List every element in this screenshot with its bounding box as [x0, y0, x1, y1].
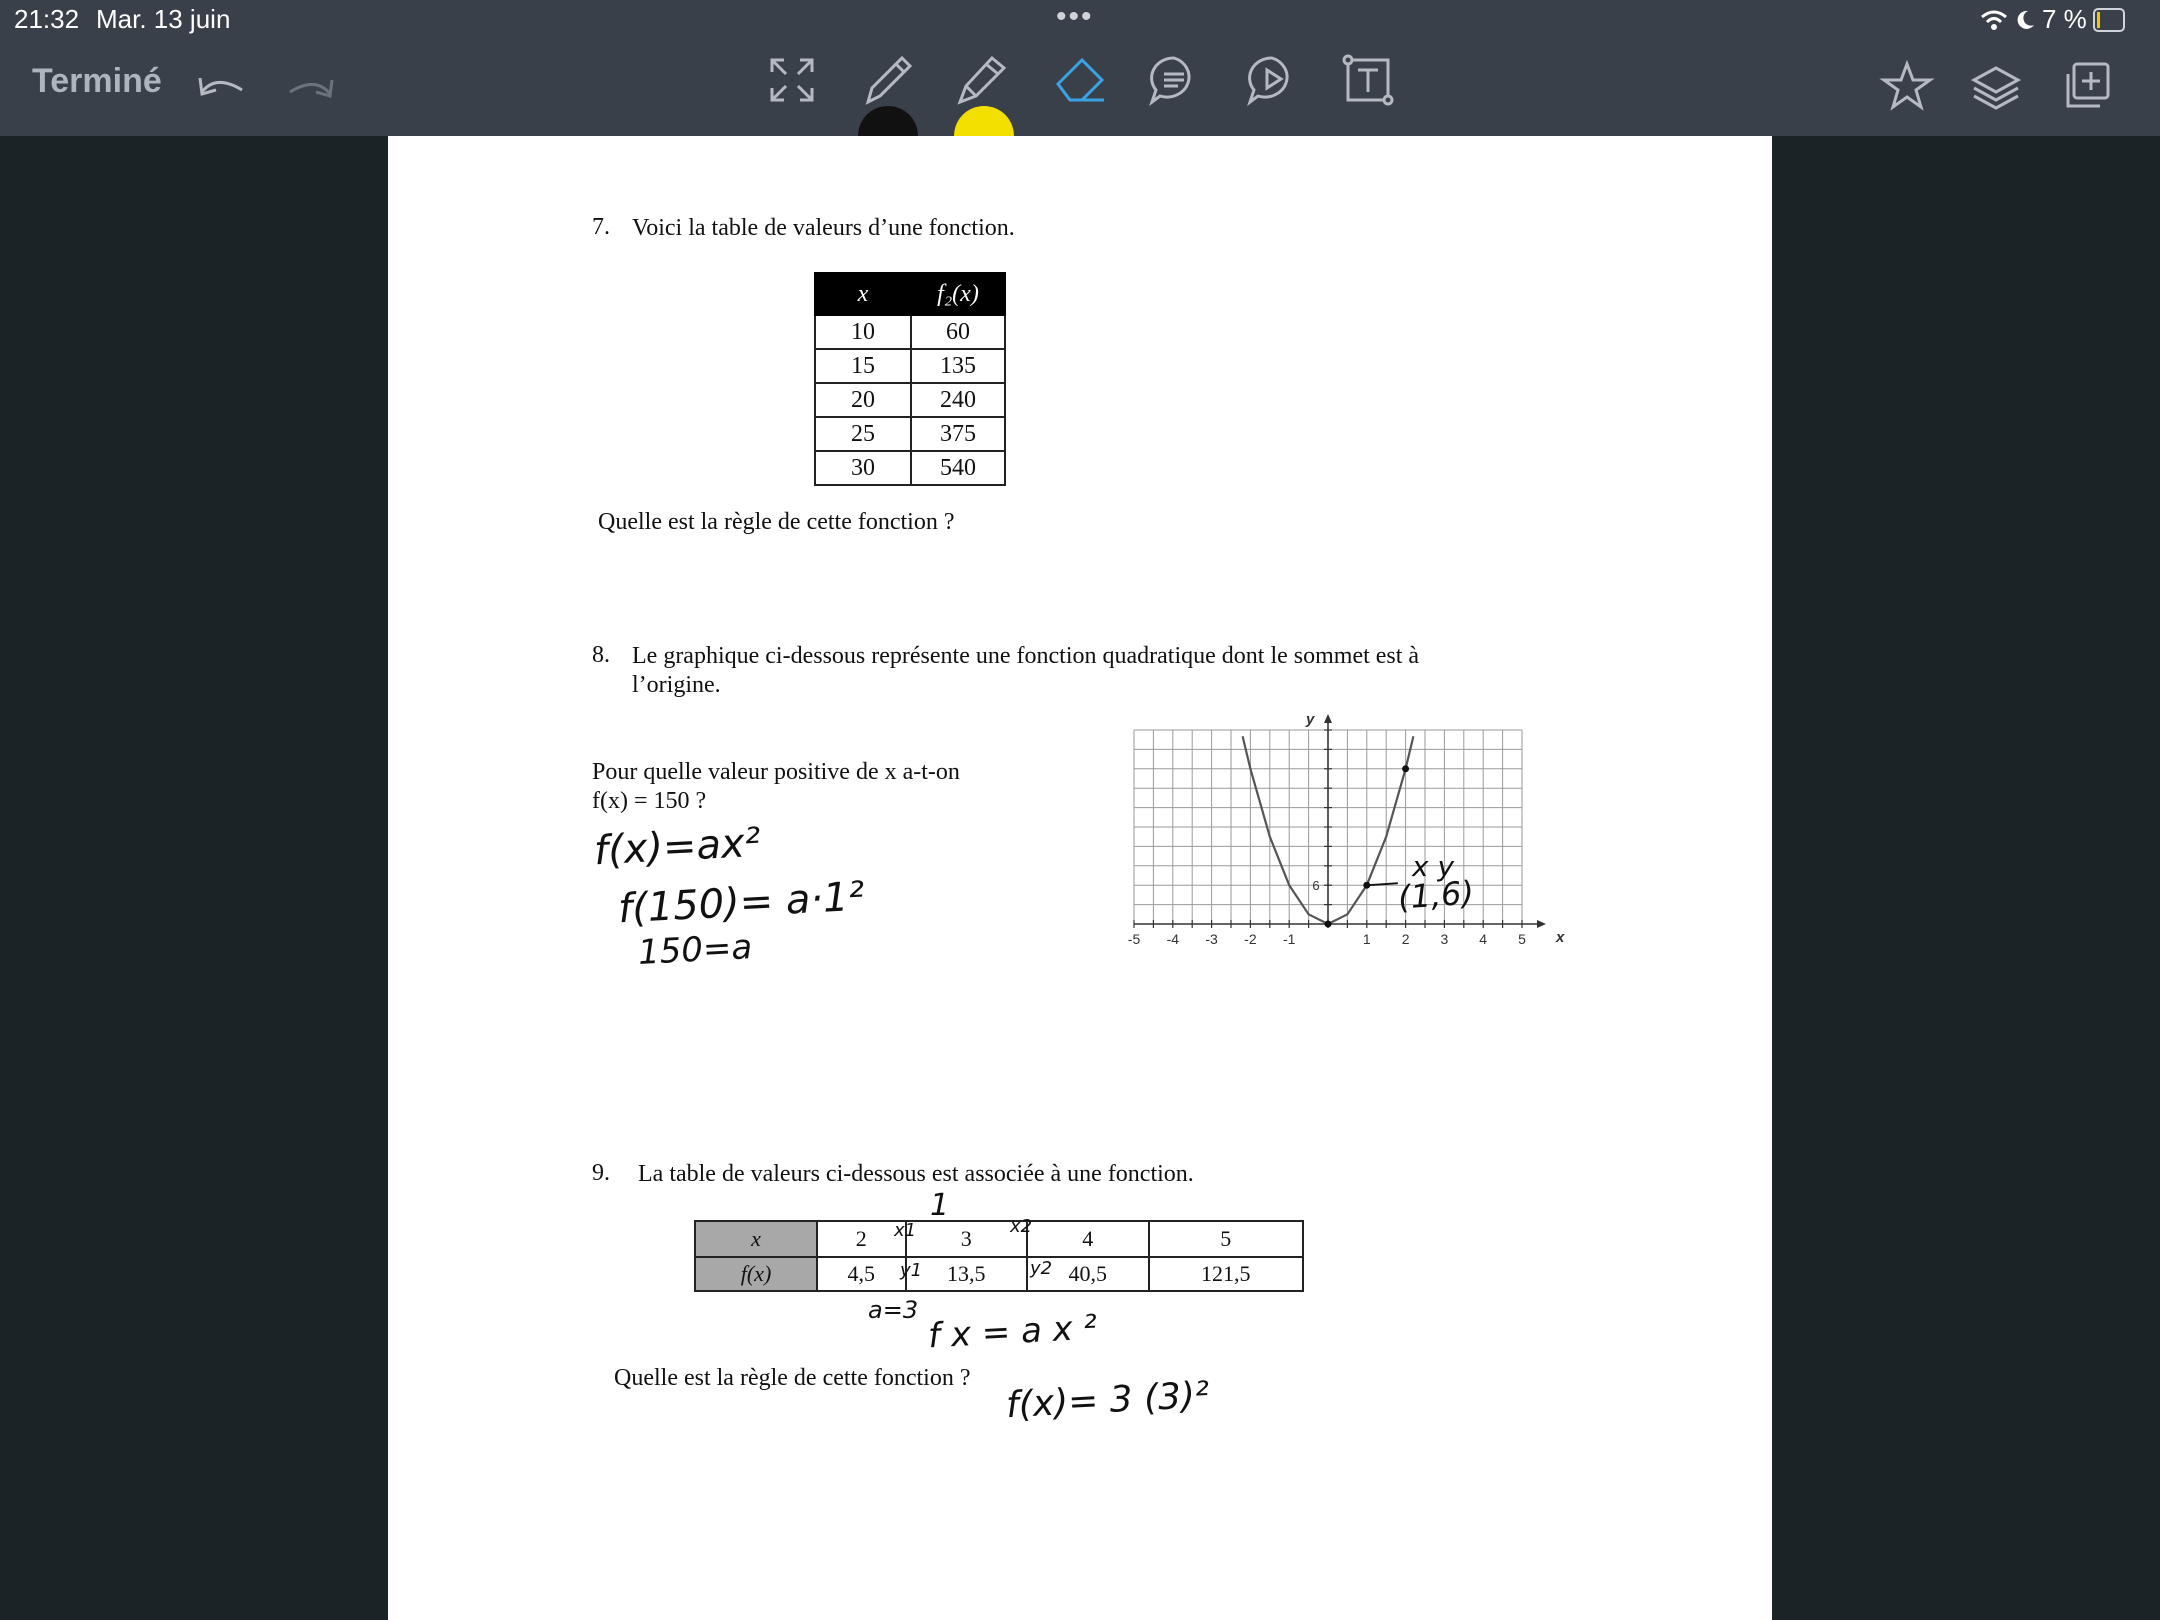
status-time: 21:32	[14, 4, 80, 34]
q8-handwriting-line1: f(x)=ax²	[592, 819, 762, 875]
table-cell: 4,5	[817, 1257, 906, 1291]
y-axis-arrow	[1324, 714, 1332, 723]
table-cell: 10	[815, 315, 911, 349]
x-tick-label: -5	[1127, 931, 1141, 947]
table-row	[695, 1257, 1303, 1291]
q8-statement-line2: l’origine.	[632, 672, 721, 698]
status-indicators	[1980, 4, 2125, 35]
layers-icon[interactable]	[1970, 62, 2022, 114]
y-tick-label: 6	[1312, 878, 1320, 894]
table-row	[815, 383, 1005, 417]
table-cell: 20	[815, 383, 911, 417]
highlighter-color-dot[interactable]	[954, 116, 1014, 136]
table-cell: 60	[911, 315, 1005, 349]
x-tick-label: -4	[1166, 931, 1180, 947]
q9-handwriting-above: 1	[930, 1188, 950, 1223]
table-cell: 240	[911, 383, 1005, 417]
q9-handwriting-x2: x2	[1010, 1216, 1033, 1237]
x-axis-arrow	[1537, 920, 1546, 928]
add-page-icon[interactable]	[2060, 60, 2112, 112]
curve-point	[1325, 921, 1332, 928]
multitasking-dots[interactable]: •••	[1056, 0, 1094, 33]
q7-header-x: x	[815, 273, 911, 315]
x-axis-label: x	[1556, 929, 1565, 946]
graph-annotation-xy: x y	[1412, 850, 1455, 883]
x-tick-label: -2	[1244, 931, 1257, 947]
q9-value-table	[694, 1220, 1304, 1292]
table-cell: 2	[817, 1221, 906, 1257]
table-cell: 135	[911, 349, 1005, 383]
table-cell: 540	[911, 451, 1005, 485]
table-cell: 121,5	[1149, 1257, 1304, 1291]
q8-number: 8.	[592, 642, 610, 668]
battery-icon	[2093, 8, 2125, 32]
x-tick-label: 1	[1362, 931, 1371, 947]
battery-percent: 7 %	[2042, 4, 2087, 34]
wifi-icon	[1980, 9, 2008, 31]
q7-number: 7.	[592, 214, 610, 240]
document-page[interactable]	[388, 136, 1772, 1620]
table-cell: 4	[1027, 1221, 1149, 1257]
toolbar	[0, 0, 2160, 136]
q9-handwriting-final: f(x)= 3 (3)²	[1005, 1374, 1211, 1427]
x-tick-label: 4	[1479, 931, 1488, 947]
star-icon[interactable]	[1880, 60, 1934, 114]
x-tick-label: 2	[1401, 931, 1410, 947]
x-tick-label: -1	[1282, 931, 1296, 947]
q9-statement: La table de valeurs ci-dessous est associée à une fonction.	[638, 1161, 1194, 1187]
table-cell: 375	[911, 417, 1005, 451]
table-row	[695, 1221, 1303, 1257]
x-tick-label: 5	[1518, 931, 1526, 947]
curve-point	[1402, 765, 1409, 772]
q7-header-fx: f₂(x)	[911, 273, 1005, 315]
table-row	[815, 417, 1005, 451]
fullscreen-icon[interactable]	[768, 56, 816, 104]
table-row	[815, 315, 1005, 349]
q9-handwriting-rule: f x = a x ²	[927, 1307, 1099, 1357]
q9-handwriting-y1: y1	[900, 1260, 923, 1281]
q7-statement: Voici la table de valeurs d’une fonction.	[632, 215, 1015, 241]
table-cell: 40,5	[1027, 1257, 1149, 1291]
y-axis-label: y	[1306, 711, 1315, 728]
pen-color-dot[interactable]	[858, 114, 918, 136]
q7-question: Quelle est la règle de cette fonction ?	[598, 509, 955, 535]
table-cell: 25	[815, 417, 911, 451]
textbox-icon[interactable]	[1342, 54, 1394, 106]
table-row	[815, 349, 1005, 383]
q9-number: 9.	[592, 1160, 610, 1186]
q9-row-label-x: x	[695, 1221, 817, 1257]
q8-statement-line1: Le graphique ci-dessous représente une fonction quadratique dont le sommet est à	[632, 643, 1420, 669]
status-date: Mar. 13 juin	[96, 4, 231, 34]
q8-handwriting-line2: f(150)= a·1²	[616, 873, 866, 933]
q9-handwriting-y2: y2	[1030, 1258, 1053, 1279]
table-cell: 30	[815, 451, 911, 485]
q7-value-table	[814, 272, 1006, 486]
q8-handwriting-line3: 150=a	[637, 927, 754, 973]
done-button[interactable]: Terminé	[32, 62, 162, 100]
undo-icon[interactable]	[196, 70, 248, 100]
q8-question-line2: f(x) = 150 ?	[592, 788, 707, 814]
x-tick-label: 3	[1440, 931, 1449, 947]
eraser-icon[interactable]	[1052, 54, 1108, 106]
q9-question: Quelle est la règle de cette fonction ?	[614, 1365, 971, 1391]
play-icon[interactable]	[1246, 54, 1298, 106]
table-row	[815, 451, 1005, 485]
highlighter-icon[interactable]	[952, 52, 1008, 108]
table-cell: 5	[1149, 1221, 1304, 1257]
table-cell: 15	[815, 349, 911, 383]
comment-icon[interactable]	[1148, 54, 1200, 106]
graph-annotation-point: (1,6)	[1396, 873, 1476, 917]
redo-icon[interactable]	[284, 72, 336, 102]
q9-handwriting-a: a=3	[868, 1296, 919, 1324]
q8-question-line1: Pour quelle valeur positive de x a-t-on	[592, 759, 960, 785]
table-cell: 3	[906, 1221, 1028, 1257]
q9-row-label-fx: f(x)	[695, 1257, 817, 1291]
x-tick-label: -3	[1205, 931, 1218, 947]
table-cell: 13,5	[906, 1257, 1028, 1291]
q9-handwriting-x1: x1	[894, 1220, 917, 1241]
moon-icon	[2014, 9, 2036, 31]
pen-icon[interactable]	[860, 52, 916, 108]
